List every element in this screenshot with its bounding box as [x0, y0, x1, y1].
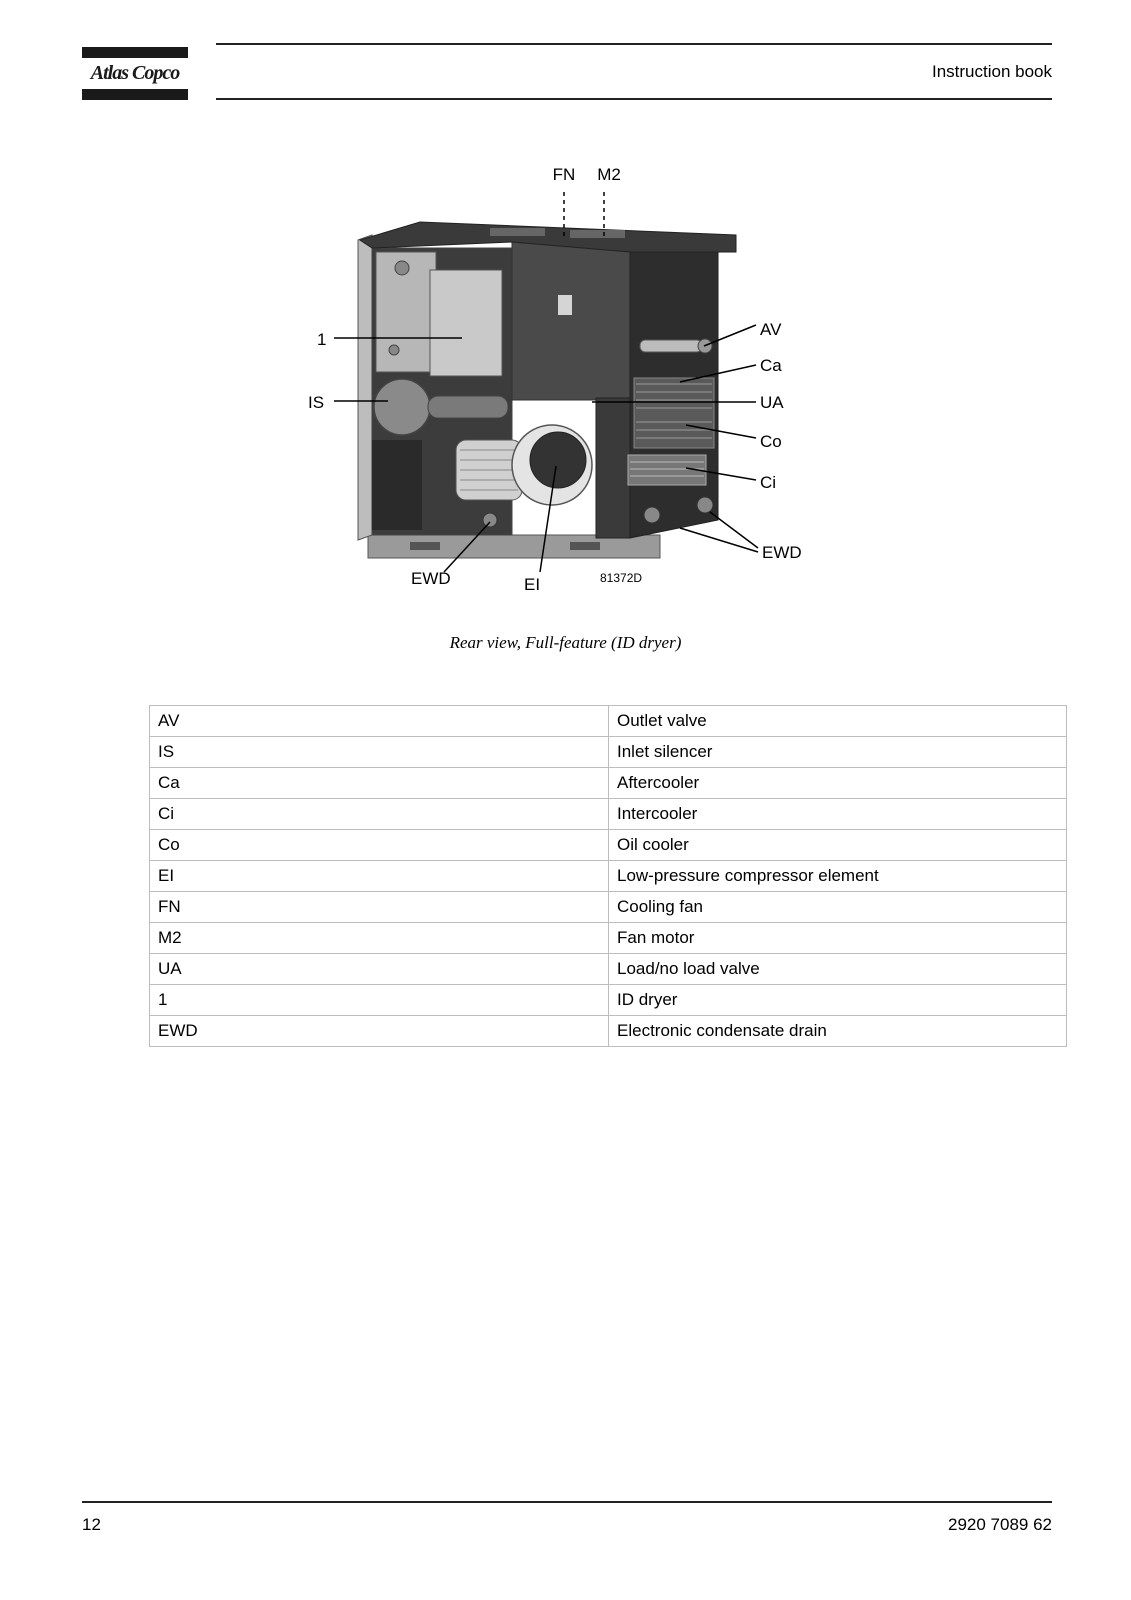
logo-wordmark: Atlas Copco — [90, 62, 180, 84]
page-number: 12 — [82, 1515, 101, 1534]
label-ei: EI — [524, 575, 541, 594]
legend-desc: Intercooler — [609, 799, 1067, 830]
figure-caption: Rear view, Full-feature (ID dryer) — [449, 633, 682, 652]
table-row — [150, 706, 1067, 737]
table-row — [150, 830, 1067, 861]
legend-abbr: AV — [150, 706, 609, 737]
legend-desc: Load/no load valve — [609, 954, 1067, 985]
legend-abbr: FN — [150, 892, 609, 923]
legend-desc: Low-pressure compressor element — [609, 861, 1067, 892]
logo-bar-bottom — [82, 89, 188, 100]
figure-code: 81372D — [600, 571, 643, 585]
label-m2: M2 — [597, 165, 621, 184]
table-row — [150, 954, 1067, 985]
legend-desc: Inlet silencer — [609, 737, 1067, 768]
label-ca: Ca — [760, 356, 782, 375]
table-row — [150, 985, 1067, 1016]
label-ci: Ci — [760, 473, 777, 492]
table-row — [150, 768, 1067, 799]
legend-abbr: EWD — [150, 1016, 609, 1047]
label-fn: FN — [552, 165, 576, 184]
label-is: IS — [308, 393, 325, 412]
legend-abbr: 1 — [150, 985, 609, 1016]
label-ewd-left: EWD — [411, 569, 451, 588]
legend-desc: Cooling fan — [609, 892, 1067, 923]
table-row — [150, 923, 1067, 954]
footer-rule — [82, 1501, 1052, 1503]
label-ua: UA — [760, 393, 784, 412]
compressor-rear-view-figure — [300, 160, 840, 610]
table-row — [150, 1016, 1067, 1047]
label-1: 1 — [317, 330, 327, 349]
header-rule-top — [216, 43, 1052, 45]
legend-desc: ID dryer — [609, 985, 1067, 1016]
legend-abbr: EI — [150, 861, 609, 892]
legend-desc: Outlet valve — [609, 706, 1067, 737]
legend-desc: Fan motor — [609, 923, 1067, 954]
legend-desc: Electronic condensate drain — [609, 1016, 1067, 1047]
table-row — [150, 892, 1067, 923]
label-ewd-right: EWD — [762, 543, 802, 562]
compressor-illustration — [358, 222, 736, 558]
legend-table — [149, 705, 1067, 1047]
legend-abbr: IS — [150, 737, 609, 768]
legend-abbr: Ci — [150, 799, 609, 830]
table-row — [150, 861, 1067, 892]
document-number: 2920 7089 62 — [948, 1515, 1052, 1534]
label-co: Co — [760, 432, 782, 451]
table-row — [150, 737, 1067, 768]
legend-abbr: UA — [150, 954, 609, 985]
label-av: AV — [760, 320, 782, 339]
legend-desc: Oil cooler — [609, 830, 1067, 861]
legend-abbr: Co — [150, 830, 609, 861]
table-row — [150, 799, 1067, 830]
header-rule-bottom — [216, 98, 1052, 100]
atlas-copco-logo — [82, 47, 188, 99]
header-title: Instruction book — [931, 62, 1052, 81]
logo-bar-top — [82, 47, 188, 58]
legend-abbr: Ca — [150, 768, 609, 799]
legend-abbr: M2 — [150, 923, 609, 954]
legend-desc: Aftercooler — [609, 768, 1067, 799]
